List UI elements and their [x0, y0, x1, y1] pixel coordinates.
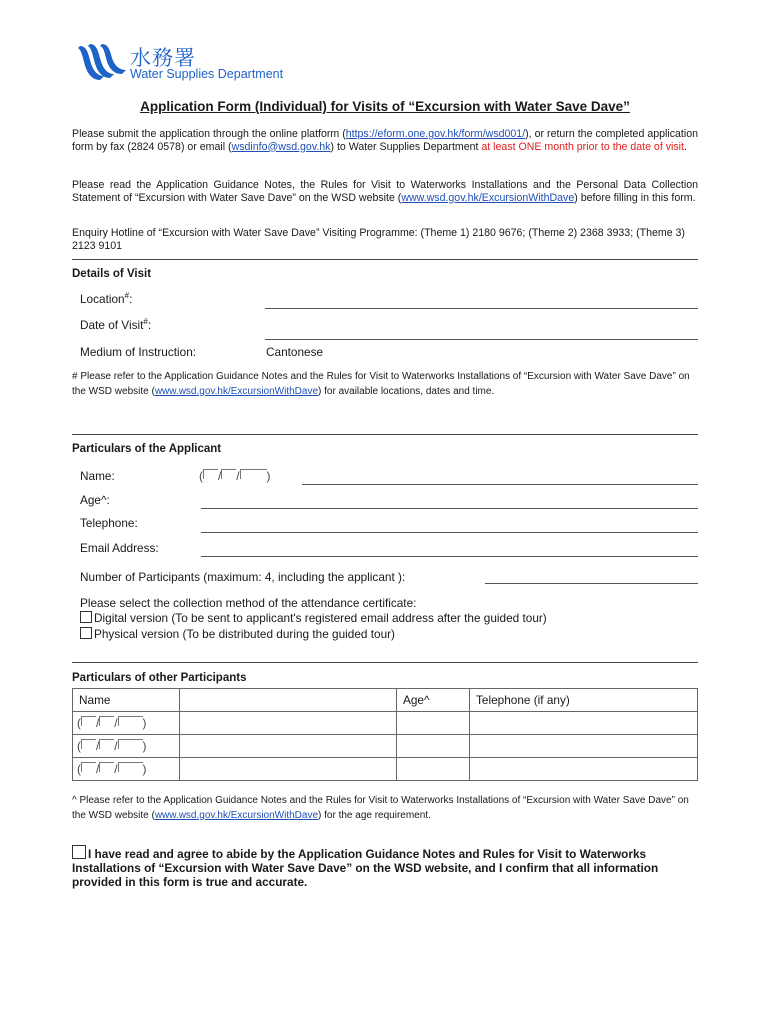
- section-divider: [72, 259, 698, 260]
- declaration-checkbox-row[interactable]: [72, 845, 672, 889]
- title-choice-boxes[interactable]: ( / / ): [73, 712, 180, 735]
- participant-telephone-cell[interactable]: [470, 735, 698, 758]
- participant-telephone-cell[interactable]: [470, 712, 698, 735]
- applicant-telephone-field[interactable]: [201, 532, 698, 533]
- section-divider: [72, 434, 698, 435]
- location-label: Location#:: [80, 291, 133, 306]
- participants-count-field[interactable]: [485, 583, 698, 584]
- certificate-prompt: Please select the collection method of the attendance certificate:: [80, 596, 417, 610]
- checkbox-icon[interactable]: [72, 845, 86, 859]
- email-link[interactable]: wsdinfo@wsd.gov.hk: [231, 140, 331, 153]
- medium-of-instruction-label: Medium of Instruction:: [80, 345, 197, 359]
- table-row: [73, 712, 698, 735]
- title-choice-boxes[interactable]: ( / / ): [73, 758, 180, 781]
- table-row: [73, 758, 698, 781]
- intro-paragraph-submission: Please submit the application through the online platform (https://eform.one.gov.hk/form/wsd001/), or return the completed application form by fax (2824 0578) or email (wsdinfo@wsd.gov.hk) to Water Supplies Department at least ONE month prior to the date of visit.: [72, 128, 698, 153]
- participants-count-label: Number of Participants (maximum: 4, including the applicant ):: [80, 570, 406, 584]
- date-of-visit-label: Date of Visit#:: [80, 317, 152, 332]
- applicant-email-label: Email Address:: [80, 541, 159, 555]
- table-header-row: [73, 689, 698, 712]
- participant-telephone-cell[interactable]: [470, 758, 698, 781]
- declaration-text: I have read and agree to abide by the Application Guidance Notes and Rules for Visit to Waterworks Installations of “Excursion with Water Save Dave” on the WSD website, and I confirm that all information provided in this form is true and accurate.: [72, 847, 659, 889]
- checkbox-icon[interactable]: [80, 627, 92, 639]
- section-heading-applicant: Particulars of the Applicant: [72, 443, 222, 455]
- section-divider: [72, 662, 698, 663]
- participant-name-cell[interactable]: [180, 735, 397, 758]
- participant-age-cell[interactable]: [397, 712, 470, 735]
- form-title: Application Form (Individual) for Visits of “Excursion with Water Save Dave”: [140, 99, 630, 114]
- date-of-visit-field[interactable]: [265, 339, 698, 340]
- section-heading-visit: Details of Visit: [72, 268, 152, 280]
- col-age-header: Age^: [397, 689, 470, 712]
- applicant-age-field[interactable]: [201, 508, 698, 509]
- wsd-logo: [78, 42, 318, 84]
- intro-paragraph-guidance: Please read the Application Guidance Notes, the Rules for Visit to Waterworks Installations and the Personal Data Collection Statement of “Excursion with Water Save Dave” on the WSD website (www.wsd.gov.hk/ExcursionWithDave) before filling in this form.: [72, 179, 698, 204]
- applicant-age-label: Age^:: [80, 493, 110, 507]
- org-name-chinese: 水務署: [130, 46, 196, 70]
- certificate-option-physical[interactable]: Physical version (To be distributed during the guided tour): [80, 627, 395, 641]
- title-choice-boxes[interactable]: ( / / ): [199, 469, 271, 483]
- certificate-option-digital[interactable]: Digital version (To be sent to applicant's registered email address after the guided tour): [80, 611, 547, 625]
- section-heading-others: Particulars of other Participants: [72, 672, 247, 684]
- location-field[interactable]: [265, 308, 698, 309]
- age-footnote-link[interactable]: www.wsd.gov.hk/ExcursionWithDave: [154, 809, 319, 821]
- table-row: [73, 735, 698, 758]
- applicant-name-label: Name:: [80, 469, 115, 483]
- applicant-telephone-label: Telephone:: [80, 516, 138, 530]
- visit-footnote-link[interactable]: www.wsd.gov.hk/ExcursionWithDave: [154, 385, 319, 397]
- age-footnote: ^ Please refer to the Application Guidance Notes and the Rules for Visit to Waterworks Installations of “Excursion with Water Save Dave” on the WSD website (www.wsd.gov.hk/ExcursionWithDave) for the age requirement.: [72, 795, 689, 821]
- col-telephone-header: Telephone (if any): [470, 689, 698, 712]
- guidance-website-link[interactable]: www.wsd.gov.hk/ExcursionWithDave: [401, 191, 575, 204]
- wsd-wave-logo-icon: [78, 42, 130, 82]
- participant-name-cell[interactable]: [180, 758, 397, 781]
- medium-of-instruction-value: Cantonese: [266, 345, 324, 359]
- participant-name-cell[interactable]: [180, 712, 397, 735]
- participant-age-cell[interactable]: [397, 758, 470, 781]
- applicant-name-field[interactable]: [302, 484, 698, 485]
- checkbox-icon[interactable]: [80, 611, 92, 623]
- deadline-warning: at least ONE month prior to the date of visit: [481, 140, 684, 153]
- applicant-email-field[interactable]: [201, 556, 698, 557]
- org-name-english: Water Supplies Department: [130, 67, 284, 81]
- col-name-header: Name: [73, 689, 180, 712]
- enquiry-hotline: Enquiry Hotline of “Excursion with Water Save Dave” Visiting Programme: (Theme 1) 2180 9676; (Theme 2) 2368 3933; (Theme 3) 2123 9101: [72, 227, 685, 252]
- participant-age-cell[interactable]: [397, 735, 470, 758]
- eform-link[interactable]: https://eform.one.gov.hk/form/wsd001/: [345, 128, 526, 140]
- participants-table: [72, 688, 698, 781]
- title-choice-boxes[interactable]: ( / / ): [73, 735, 180, 758]
- visit-footnote: # Please refer to the Application Guidance Notes and the Rules for Visit to Waterworks Installations of “Excursion with Water Save Dave” on the WSD website (www.wsd.gov.hk/ExcursionWithDave) for available locations, dates and time.: [72, 371, 690, 397]
